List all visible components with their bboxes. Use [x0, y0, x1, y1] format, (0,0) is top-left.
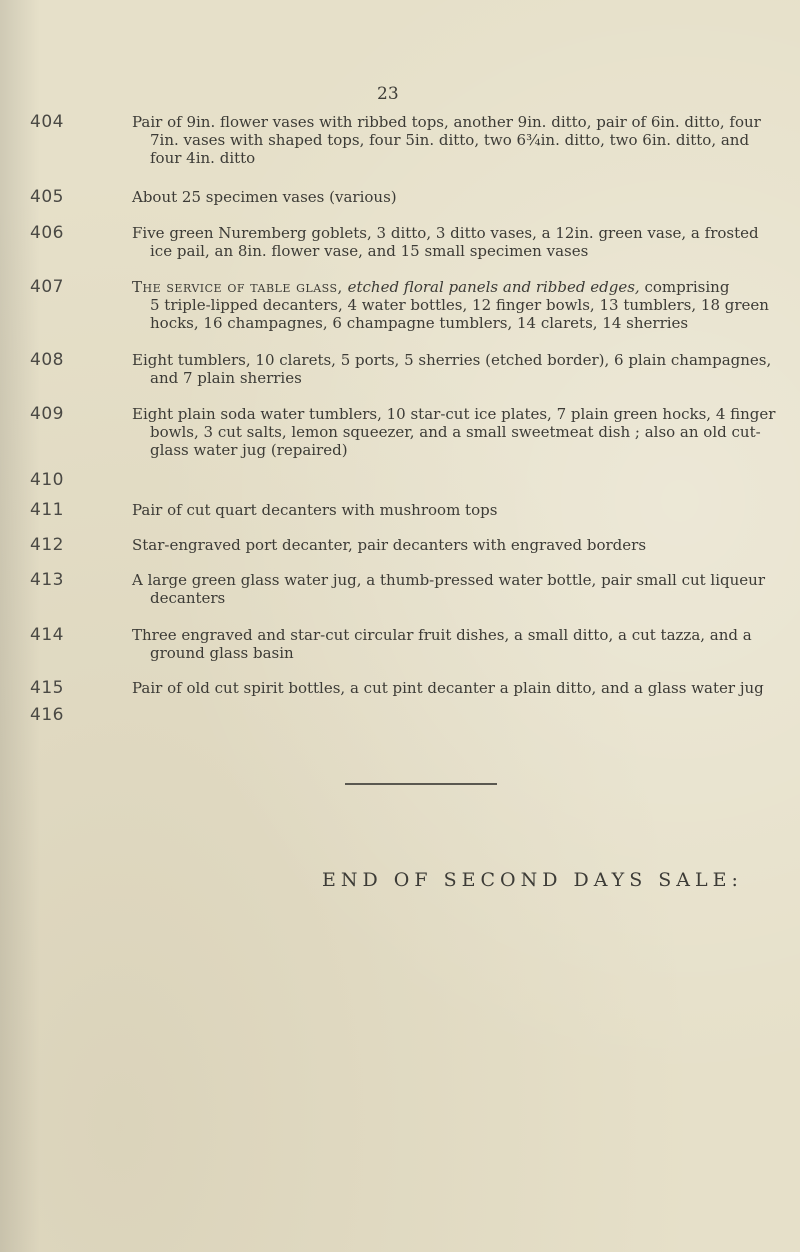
- lot-lead-text: The service of table glass,: [132, 278, 343, 296]
- lot-number: 413: [30, 570, 64, 590]
- lot-number: 414: [30, 625, 64, 645]
- lot-description: [132, 536, 754, 554]
- description-line: Pair of cut quart decanters with mushroom tops: [132, 501, 498, 519]
- lot-number: 405: [30, 187, 64, 207]
- description-line: ground glass basin: [150, 644, 294, 662]
- lot-number: 412: [30, 535, 64, 555]
- lot-number: 416: [30, 705, 64, 725]
- lot-description: [132, 501, 754, 519]
- lot-number: 406: [30, 223, 64, 243]
- lot-description: [132, 224, 759, 260]
- lot-number: 411: [30, 500, 64, 520]
- page-number: 23: [377, 84, 399, 104]
- lot-description: [132, 113, 761, 167]
- lot-description: [132, 626, 754, 662]
- description-line: Three engraved and star-cut circular fruit dishes, a small ditto, a cut tazza, and a: [132, 626, 752, 644]
- lot-description: [132, 188, 754, 206]
- lot-lead-italic: etched floral panels and ribbed edges,: [342, 278, 640, 296]
- description-line: About 25 specimen vases (various): [132, 188, 397, 206]
- lot-description: [132, 405, 776, 459]
- description-line: Pair of 9in. flower vases with ribbed tops, another 9in. ditto, pair of 6in. ditto, four: [132, 113, 761, 131]
- lot-number: 415: [30, 678, 64, 698]
- description-line: 5 triple-lipped decanters, 4 water bottles, 12 finger bowls, 13 tumblers, 18 green: [150, 296, 769, 314]
- description-line: 7in. vases with shaped tops, four 5in. ditto, two 6¾in. ditto, two 6in. ditto, and: [150, 131, 750, 149]
- description-line: hocks, 16 champagnes, 6 champagne tumblers, 14 clarets, 14 sherries: [150, 314, 689, 332]
- lot-number: 408: [30, 350, 64, 370]
- lot-number: 410: [30, 470, 64, 490]
- description-line: four 4in. ditto: [150, 149, 256, 167]
- lot-description: [132, 351, 772, 387]
- lot-description: [132, 679, 764, 697]
- lot-number: 409: [30, 404, 64, 424]
- description-line: Eight plain soda water tumblers, 10 star-cut ice plates, 7 plain green hocks, 4 finger: [132, 405, 776, 423]
- description-line: bowls, 3 cut salts, lemon squeezer, and a small sweetmeat dish ; also an old cut-: [150, 423, 761, 441]
- lot-description: [132, 571, 765, 607]
- description-line: Star-engraved port decanter, pair decanters with engraved borders: [132, 536, 647, 554]
- divider-rule: [345, 783, 497, 785]
- description-line: ice pail, an 8in. flower vase, and 15 small specimen vases: [150, 242, 589, 260]
- description-line: glass water jug (repaired): [150, 441, 348, 459]
- end-of-sale-heading: END OF SECOND DAYS SALE:: [322, 869, 743, 891]
- description-line: Eight tumblers, 10 clarets, 5 ports, 5 sherries (etched border), 6 plain champagnes,: [132, 351, 772, 369]
- lot-number: 407: [30, 277, 64, 297]
- description-line: Pair of old cut spirit bottles, a cut pint decanter a plain ditto, and a glass water jug: [132, 679, 764, 697]
- description-line: A large green glass water jug, a thumb-pressed water bottle, pair small cut liqueur: [132, 571, 765, 589]
- description-line: decanters: [150, 589, 226, 607]
- lot-number: 404: [30, 112, 64, 132]
- description-line: and 7 plain sherries: [150, 369, 302, 387]
- lot-lead-rest: comprising: [639, 278, 730, 296]
- description-line: [132, 278, 754, 296]
- description-line: Five green Nuremberg goblets, 3 ditto, 3 ditto vases, a 12in. green vase, a frosted: [132, 224, 759, 242]
- lot-description: [132, 278, 769, 332]
